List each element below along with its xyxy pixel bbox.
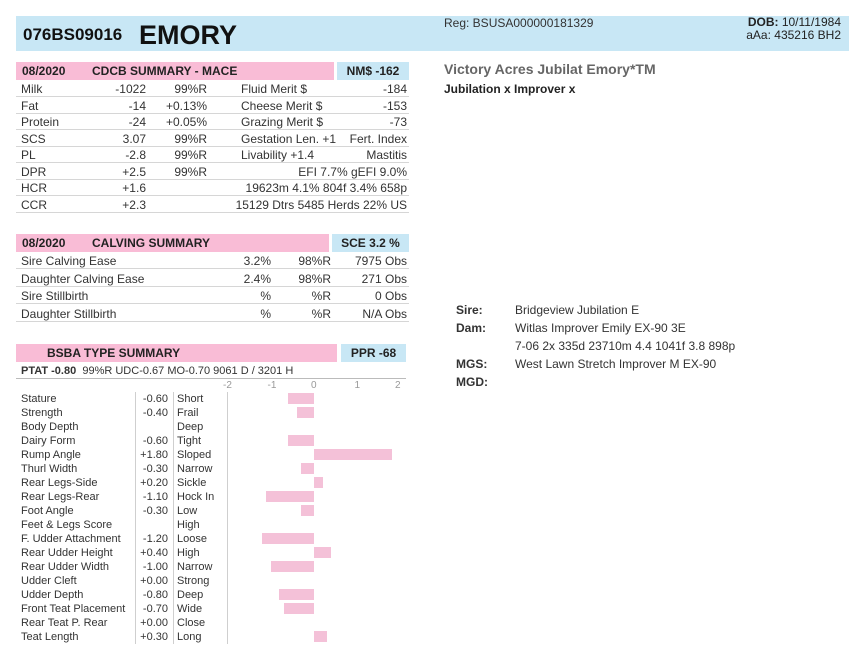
trait-name: Rear Teat P. Rear xyxy=(21,617,108,629)
cdcb-value: 3.07 xyxy=(122,131,146,146)
trait-value: -0.40 xyxy=(142,407,168,419)
cdcb-trait: Fat xyxy=(21,98,39,113)
trait-bar xyxy=(288,393,314,404)
trait-description: Long xyxy=(177,631,202,643)
trait-bar xyxy=(301,463,314,474)
trait-row xyxy=(16,392,406,406)
calving-obs: 271 Obs xyxy=(361,271,407,286)
trait-description: Loose xyxy=(177,533,207,545)
calving-row xyxy=(16,271,409,287)
trait-row xyxy=(16,546,406,560)
trait-description: Tight xyxy=(177,435,202,447)
trait-description: Hock In xyxy=(177,491,215,503)
cdcb-row xyxy=(16,131,409,147)
cdcb-trait: SCS xyxy=(21,131,46,146)
sce-badge: SCE 3.2 % xyxy=(332,234,409,252)
calving-obs: 0 Obs xyxy=(374,289,407,303)
calving-trait: Daughter Stillbirth xyxy=(21,306,117,321)
trait-value: +0.00 xyxy=(140,617,168,629)
dam-record: 7-06 2x 335d 23710m 4.4 1041f 3.8 898p xyxy=(515,339,736,353)
cdcb-date: 08/2020 xyxy=(22,64,66,78)
trait-name: F. Udder Attachment xyxy=(21,533,121,545)
animal-cross: Jubilation x Improver x xyxy=(444,82,576,96)
trait-value: -1.10 xyxy=(142,491,168,503)
trait-description: Strong xyxy=(177,575,210,587)
cdcb-merit-value: Mastitis xyxy=(366,148,407,162)
calving-title: CALVING SUMMARY xyxy=(92,236,210,250)
calving-row xyxy=(16,306,409,322)
calving-row xyxy=(16,253,409,269)
cdcb-value: +2.5 xyxy=(122,164,146,179)
mgd-label: MGD: xyxy=(456,375,488,389)
dob-value: 10/11/1984 xyxy=(781,15,841,29)
dob-block xyxy=(746,16,841,42)
type-divider xyxy=(16,378,406,379)
trait-name: Dairy Form xyxy=(21,435,76,447)
trait-value: -0.80 xyxy=(142,589,168,601)
cdcb-merit-label: Cheese Merit $ xyxy=(241,98,323,113)
trait-row xyxy=(16,574,406,588)
ppr-badge: PPR -68 xyxy=(341,344,406,362)
calving-header xyxy=(16,234,329,252)
cdcb-trait: PL xyxy=(21,148,36,162)
trait-value: -1.00 xyxy=(142,561,168,573)
trait-bar xyxy=(284,603,314,614)
cdcb-trait: CCR xyxy=(21,197,47,212)
cdcb-reliability: 99%R xyxy=(174,131,207,146)
cdcb-trait: Milk xyxy=(21,82,43,96)
trait-name: Rear Legs-Side xyxy=(21,477,98,489)
trait-value: -0.30 xyxy=(142,505,168,517)
calving-trait: Sire Stillbirth xyxy=(21,289,89,303)
type-title: BSBA TYPE SUMMARY xyxy=(47,346,181,360)
cdcb-reliability: 99%R xyxy=(174,148,207,162)
calving-value: 3.2% xyxy=(243,254,271,268)
trait-row xyxy=(16,560,406,574)
cdcb-reliability: +0.05% xyxy=(165,115,207,129)
trait-description: Close xyxy=(177,617,206,629)
cdcb-value: -14 xyxy=(128,98,146,113)
trait-value: -0.30 xyxy=(142,463,168,475)
header-bar xyxy=(16,16,849,51)
trait-bar xyxy=(314,631,327,642)
bull-name: EMORY xyxy=(139,20,238,50)
trait-value: +0.00 xyxy=(140,575,168,587)
cdcb-detail: 15129 Dtrs 5485 Herds 22% US xyxy=(235,197,407,212)
trait-row xyxy=(16,588,406,602)
ptat-details: 99%R UDC-0.67 MO-0.70 9061 D / 3201 H xyxy=(82,365,294,377)
aaa-line: aAa: 435216 BH2 xyxy=(746,28,841,42)
trait-description: High xyxy=(177,547,200,559)
cdcb-value: -2.8 xyxy=(125,148,146,162)
trait-row xyxy=(16,602,406,616)
trait-description: Sickle xyxy=(177,477,207,489)
calving-date: 08/2020 xyxy=(22,236,66,250)
mgs-name: West Lawn Stretch Improver M EX-90 xyxy=(515,357,717,371)
trait-description: High xyxy=(177,519,200,531)
trait-value: +1.80 xyxy=(140,449,168,461)
cdcb-trait: Protein xyxy=(21,115,60,129)
cdcb-trait: HCR xyxy=(21,181,47,195)
trait-description: Low xyxy=(177,505,198,517)
cdcb-merit-value: Fert. Index xyxy=(349,131,407,146)
cdcb-value: +2.3 xyxy=(122,197,146,212)
trait-row xyxy=(16,406,406,420)
cdcb-merit-value: -73 xyxy=(389,115,407,129)
calving-reliability: 98%R xyxy=(298,254,331,268)
trait-bar xyxy=(297,407,314,418)
calving-reliability: %R xyxy=(311,289,331,303)
trait-row xyxy=(16,476,406,490)
dam-name: Witlas Improver Emily EX-90 3E xyxy=(515,321,686,335)
trait-name: Rear Udder Width xyxy=(21,561,110,573)
cdcb-row xyxy=(16,98,409,114)
registration-number: Reg: BSUSA000000181329 xyxy=(444,16,594,30)
sire-name: Bridgeview Jubilation E xyxy=(515,303,640,317)
trait-description: Deep xyxy=(177,589,204,601)
calving-row xyxy=(16,288,409,304)
calving-reliability: %R xyxy=(311,306,331,321)
calving-value: 2.4% xyxy=(243,271,271,286)
cdcb-merit-label: Grazing Merit $ xyxy=(241,115,324,129)
trait-bar xyxy=(271,561,315,572)
trait-name: Udder Depth xyxy=(21,589,84,601)
calving-obs: 7975 Obs xyxy=(354,254,407,268)
mgs-label: MGS: xyxy=(456,357,488,371)
cdcb-detail: EFI 7.7% gEFI 9.0% xyxy=(298,164,407,179)
cdcb-value: -24 xyxy=(128,115,146,129)
trait-bar xyxy=(301,505,314,516)
trait-description: Sloped xyxy=(177,449,212,461)
trait-bar xyxy=(314,477,323,488)
trait-row xyxy=(16,462,406,476)
cdcb-detail: 19623m 4.1% 804f 3.4% 658p xyxy=(245,181,407,195)
trait-bar xyxy=(266,491,314,502)
cdcb-title: CDCB SUMMARY - MACE xyxy=(92,64,238,78)
ptat-value: PTAT -0.80 xyxy=(21,365,77,377)
sire-label: Sire: xyxy=(456,303,483,317)
trait-row xyxy=(16,448,406,462)
cdcb-merit-label: Gestation Len. +1 xyxy=(241,131,337,146)
trait-name: Stature xyxy=(21,393,57,405)
calving-reliability: 98%R xyxy=(298,271,331,286)
scale-tick-label: -2 xyxy=(223,380,232,391)
trait-description: Frail xyxy=(177,407,199,419)
cdcb-value: -1022 xyxy=(115,82,146,96)
type-header xyxy=(16,344,337,362)
cdcb-trait: DPR xyxy=(21,164,47,179)
trait-row xyxy=(16,630,406,644)
animal-full-name: Victory Acres Jubilat Emory*TM xyxy=(444,61,656,77)
scale-tick-label: 1 xyxy=(354,380,361,391)
trait-description: Short xyxy=(177,393,204,405)
trait-description: Narrow xyxy=(177,463,213,475)
cdcb-header xyxy=(16,62,334,80)
trait-row xyxy=(16,434,406,448)
trait-bar xyxy=(262,533,314,544)
trait-value: +0.40 xyxy=(140,547,168,559)
scale-tick-label: -1 xyxy=(267,380,277,391)
trait-name: Foot Angle xyxy=(21,505,74,517)
trait-name: Thurl Width xyxy=(21,463,78,475)
cdcb-row xyxy=(16,197,409,213)
trait-name: Rear Udder Height xyxy=(21,547,113,559)
cdcb-merit-label: Fluid Merit $ xyxy=(241,82,308,96)
nms-badge: NM$ -162 xyxy=(337,62,409,80)
dam-label: Dam: xyxy=(456,321,487,335)
trait-value: -0.60 xyxy=(142,393,168,405)
scale-tick-label: 2 xyxy=(395,380,401,391)
trait-description: Deep xyxy=(177,421,204,433)
trait-name: Rear Legs-Rear xyxy=(21,491,100,503)
trait-name: Front Teat Placement xyxy=(21,603,126,615)
cdcb-row xyxy=(16,180,409,196)
cdcb-merit-label: Livability +1.4 xyxy=(241,148,315,162)
cdcb-merit-value: -153 xyxy=(382,98,407,113)
trait-value: -1.20 xyxy=(142,533,168,545)
trait-row xyxy=(16,532,406,546)
calving-value: % xyxy=(260,289,271,303)
trait-bar xyxy=(314,547,331,558)
trait-bar xyxy=(279,589,314,600)
cdcb-row xyxy=(16,81,409,97)
trait-name: Body Depth xyxy=(21,421,79,433)
trait-bar xyxy=(314,449,392,460)
calving-value: % xyxy=(260,306,271,321)
registration-id: 076BS09016 xyxy=(23,25,123,44)
trait-description: Wide xyxy=(177,603,203,615)
trait-value: +0.20 xyxy=(140,477,168,489)
trait-value: -0.70 xyxy=(142,603,168,615)
trait-name: Teat Length xyxy=(21,631,79,643)
cdcb-row xyxy=(16,164,409,180)
trait-row xyxy=(16,420,406,434)
trait-row xyxy=(16,490,406,504)
trait-bar xyxy=(288,435,314,446)
ptat-line xyxy=(21,365,293,377)
trait-name: Feet & Legs Score xyxy=(21,519,113,531)
trait-value: -0.60 xyxy=(142,435,168,447)
trait-row xyxy=(16,616,406,630)
cdcb-row xyxy=(16,147,409,163)
cdcb-reliability: 99%R xyxy=(174,164,207,179)
trait-name: Udder Cleft xyxy=(21,575,77,587)
cdcb-merit-value: -184 xyxy=(382,82,407,96)
trait-name: Rump Angle xyxy=(21,449,81,461)
trait-description: Narrow xyxy=(177,561,213,573)
calving-trait: Sire Calving Ease xyxy=(21,254,117,268)
calving-trait: Daughter Calving Ease xyxy=(21,271,145,286)
trait-row xyxy=(16,504,406,518)
dob-label: DOB: xyxy=(747,15,779,29)
trait-value: +0.30 xyxy=(140,631,168,643)
scale-tick-label: 0 xyxy=(311,380,317,391)
trait-row xyxy=(16,518,406,532)
cdcb-reliability: +0.13% xyxy=(165,98,207,113)
cdcb-value: +1.6 xyxy=(122,181,146,195)
cdcb-row xyxy=(16,114,409,130)
cdcb-reliability: 99%R xyxy=(174,82,207,96)
calving-obs: N/A Obs xyxy=(362,306,407,321)
trait-name: Strength xyxy=(21,407,63,419)
